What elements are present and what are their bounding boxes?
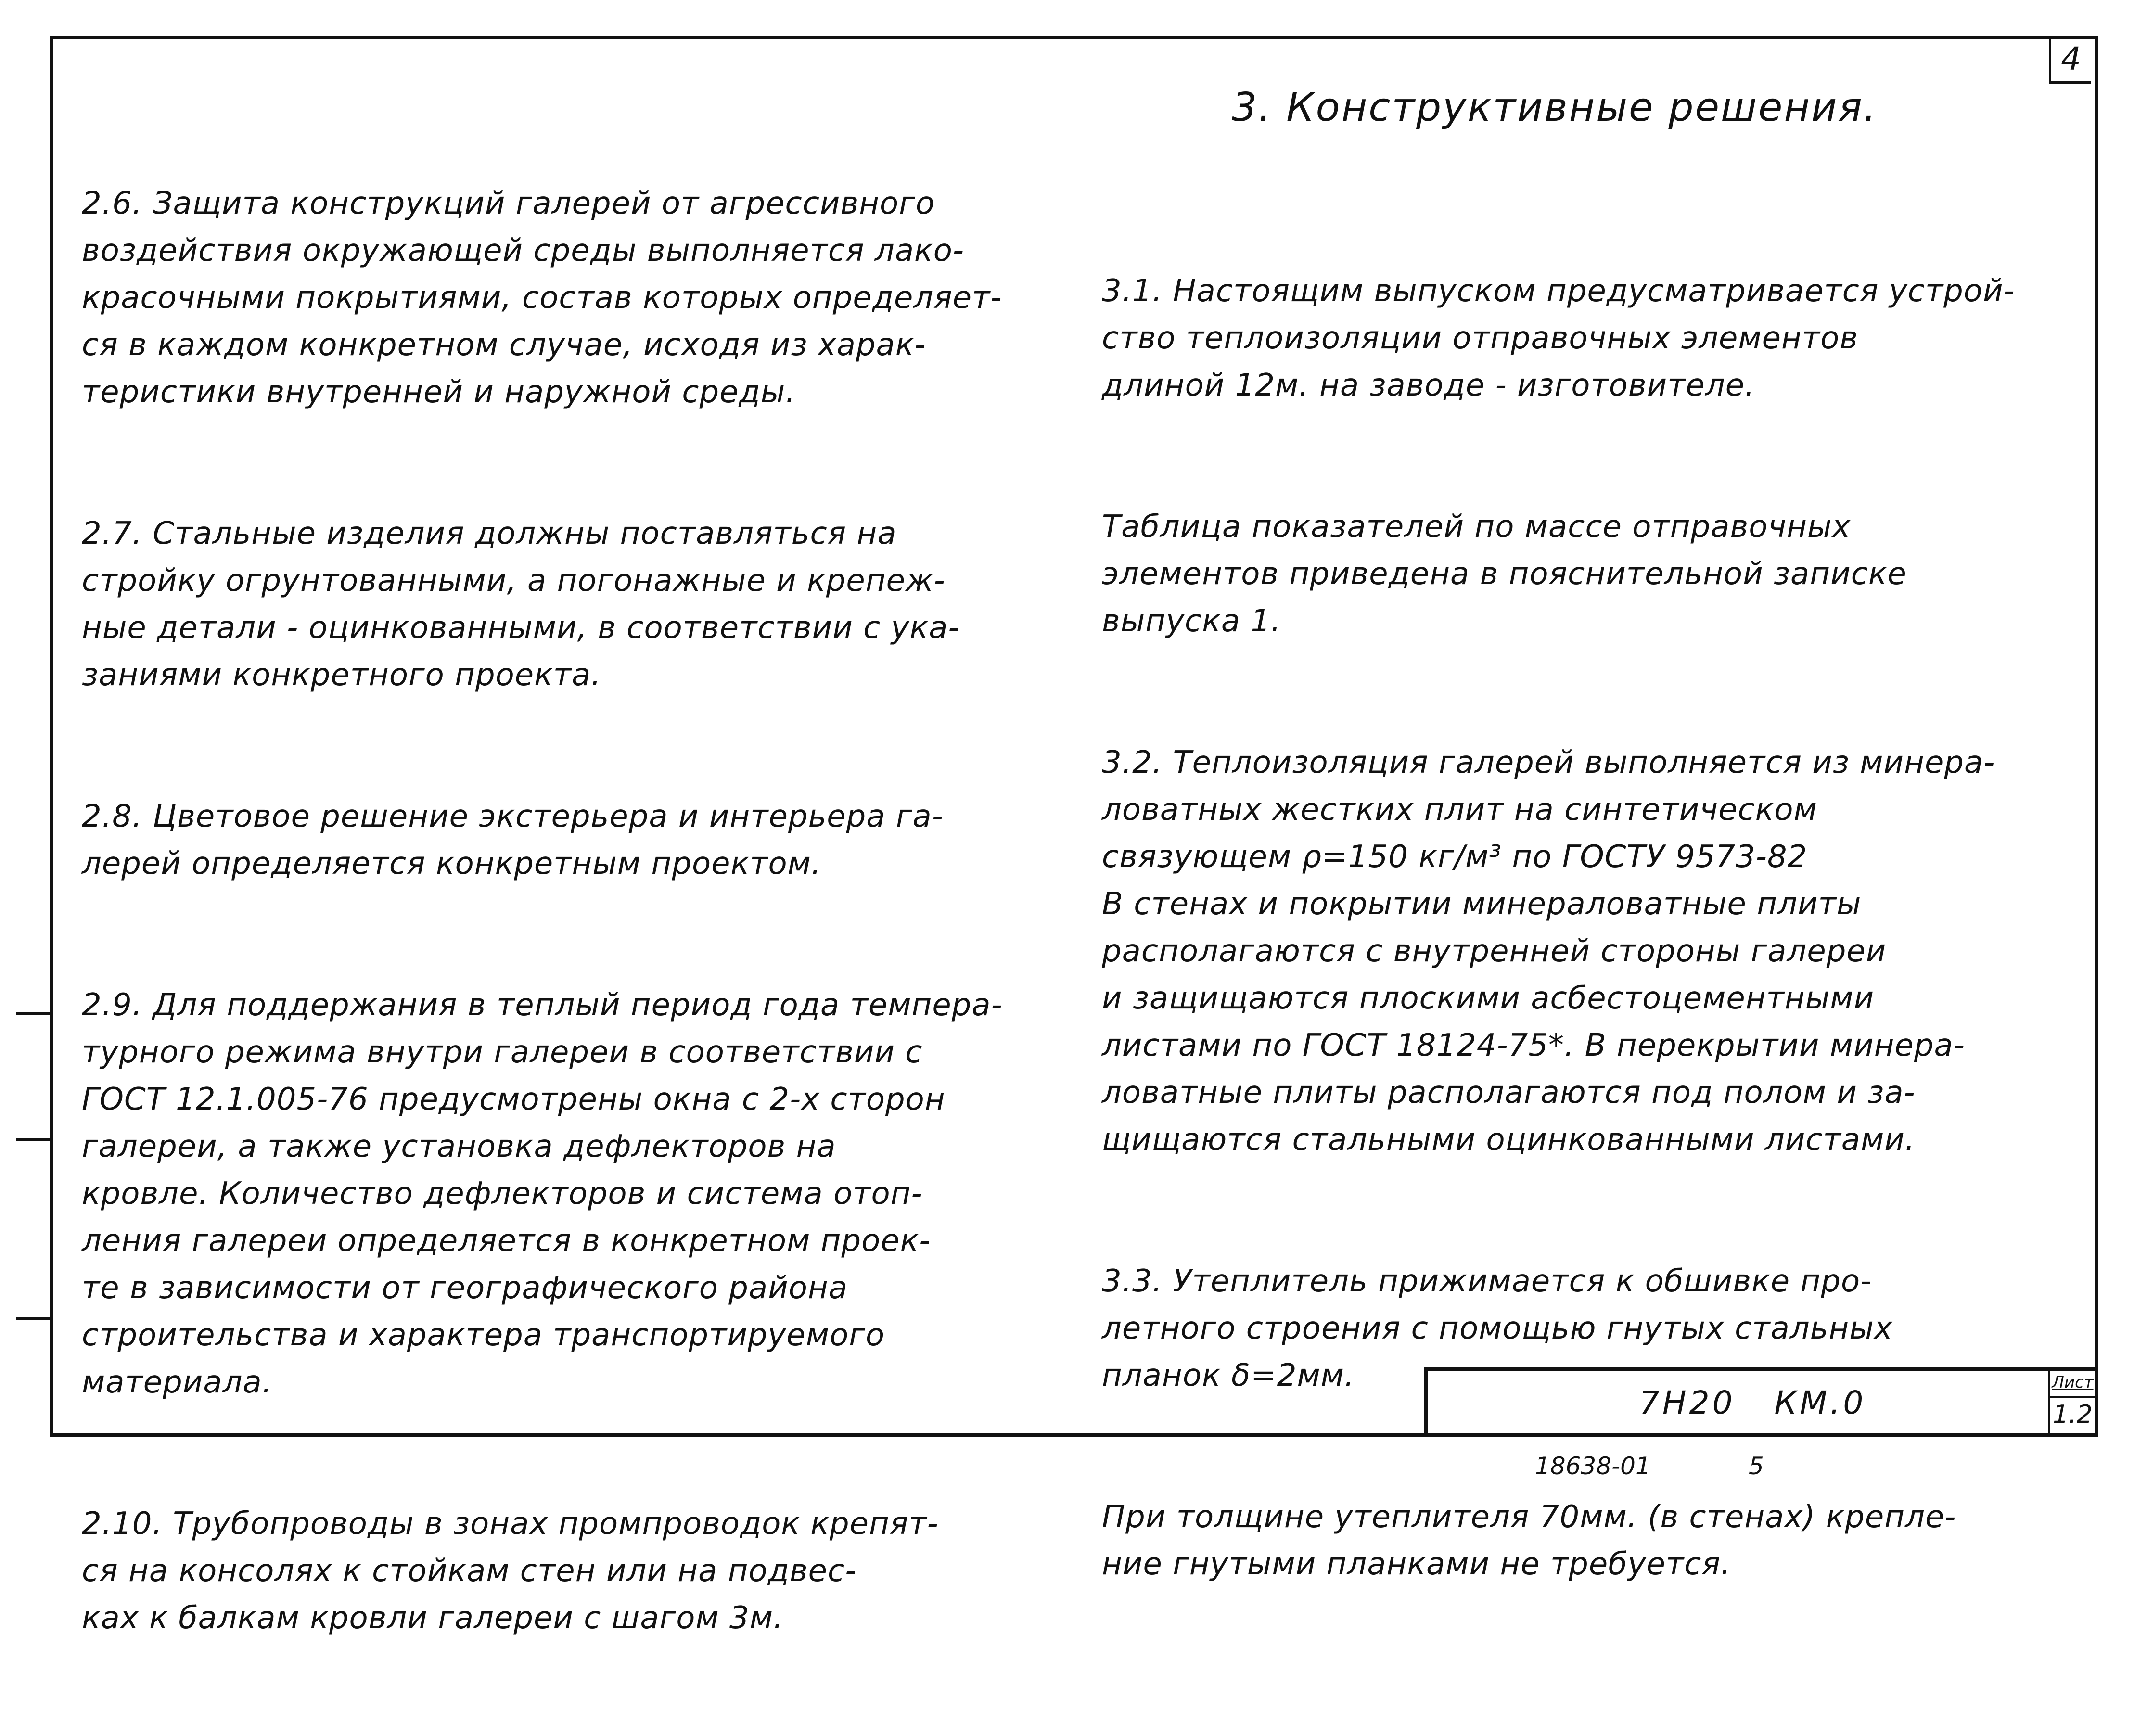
title-block	[1424, 1367, 2095, 1433]
margin-tick	[16, 1317, 52, 1320]
inventory-number: 18638-01	[1535, 1452, 1651, 1480]
paragraph-3-3: 3.3. Утеплитель прижимается к обшивке про- летного строения с помощью гнутых стальных планок δ=2мм.	[1102, 1264, 1893, 1393]
margin-tick	[16, 1012, 52, 1015]
sheet-label: Лист	[2052, 1373, 2094, 1392]
left-text-column	[82, 86, 1068, 1736]
section-heading: 3. Конструктивные решения.	[1232, 85, 1878, 130]
paragraph-thickness-note: При толщине утеплителя 70мм. (в стенах) крепле- ние гнутыми планками не требуется.	[1102, 1499, 1956, 1582]
paragraph-2-8: 2.8. Цветовое решение экстерьера и интерьера га- лерей определяется конкретным проектом.	[82, 799, 944, 881]
page-number-box: 4	[2049, 37, 2091, 84]
paragraph-table-note: Таблица показателей по массе отправочных элементов приведена в пояснительной записке выпуска 1.	[1102, 509, 1907, 639]
footer-page-number: 5	[1749, 1452, 1764, 1480]
paragraph-2-10: 2.10. Трубопроводы в зонах промпроводок крепят- ся на консолях к стойкам стен или на подвес- ках к балкам кровли галереи с шагом 3м.	[82, 1506, 939, 1636]
paragraph-2-6: 2.6. Защита конструкций галерей от агрессивного воздействия окружающей среды выполняется лако- красочными покрытиями, состав которых определяет- ся в каждом конкретном случае, исходя из харак- теристики внутренней и наружной среды.	[82, 186, 1002, 410]
sheet-number-box	[2048, 1371, 2095, 1433]
paragraph-2-9: 2.9. Для поддержания в теплый период года темпера- турного режима внутри галереи в соответствии с ГОСТ 12.1.005-76 предусмотрены окна с 2-х сторон галереи, а также установка дефлекторов на кровле. Количество дефлекторов и система отоп- ления галереи определяется в конкретном проек- те в зависимости от географического района строительства и характера транспортируемого материала.	[82, 987, 1003, 1400]
document-code: 7Н20 КМ.0	[1639, 1384, 1866, 1421]
paragraph-3-1: 3.1. Настоящим выпуском предусматривается устрой- ство теплоизоляции отправочных элементов длиной 12м. на заводе - изготовителе.	[1102, 273, 2015, 403]
paragraph-3-2: 3.2. Теплоизоляция галерей выполняется из минера- ловатных жестких плит на синтетическом связующем ρ=150 кг/м³ по ГОСТУ 9573-82 В стенах и покрытии минераловатные плиты располагаются с внутренней стороны галереи и защищаются плоскими асбестоцементными листами по ГОСТ 18124-75*. В перекрытии минера- ловатные плиты располагаются под полом и за- щищаются стальными оцинкованными листами.	[1102, 745, 1995, 1158]
margin-tick	[16, 1138, 52, 1141]
sheet-number: 1.2	[2050, 1396, 2095, 1431]
paragraph-2-7: 2.7. Стальные изделия должны поставляться на стройку огрунтованными, а погонажные и крепеж- ные детали - оцинкованными, в соответствии с ука- заниями конкретного проекта.	[82, 516, 960, 693]
